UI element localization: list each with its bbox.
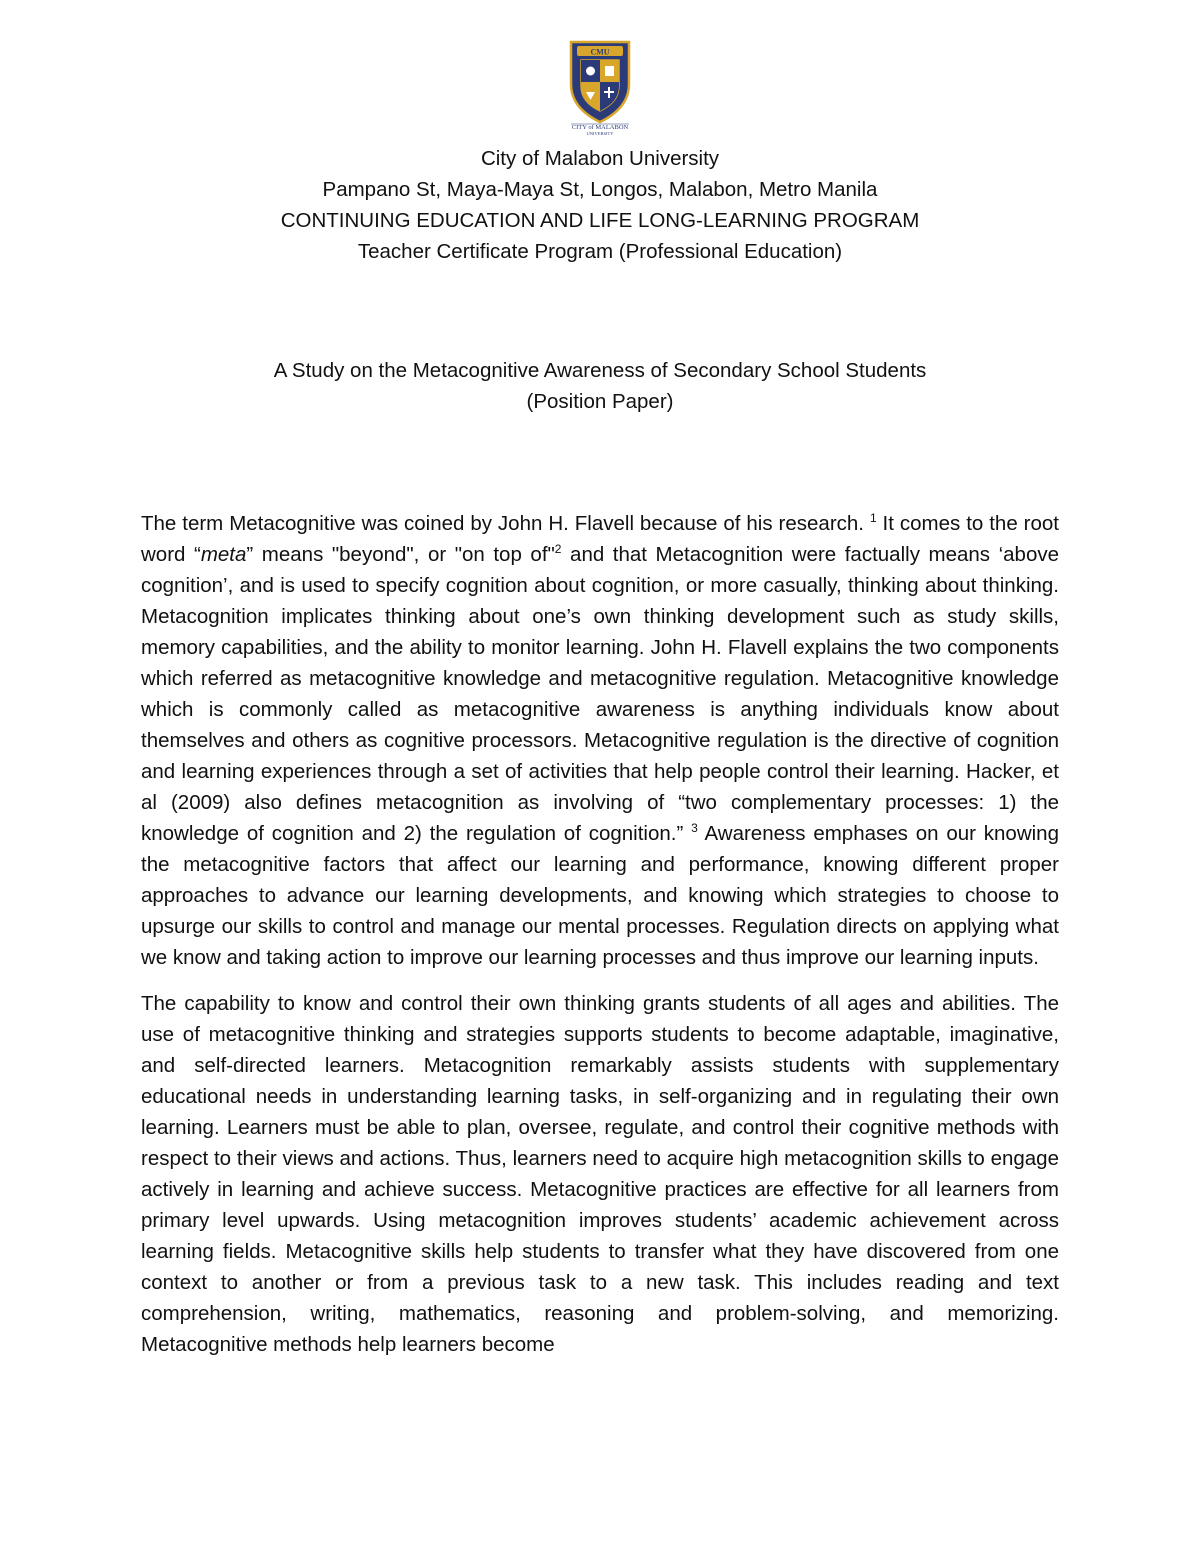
footnote-ref-1: 1 (869, 511, 877, 526)
paper-title-block (0, 355, 1200, 417)
footnote-ref-2: 2 (554, 542, 562, 557)
italic-meta: meta (200, 543, 247, 566)
university-name: City of Malabon University (480, 147, 720, 170)
logo-caption: CITY of MALABON (571, 124, 629, 131)
document-header (0, 143, 1200, 267)
university-address: Pampano St, Maya-Maya St, Longos, Malabon, Metro Manila (322, 178, 878, 201)
svg-text:CMU: CMU (590, 47, 610, 57)
program-name: CONTINUING EDUCATION AND LIFE LONG-LEARNING PROGRAM (280, 209, 920, 232)
paper-title: A Study on the Metacognitive Awareness of Secondary School Students (273, 359, 927, 382)
logo-caption-sub: UNIVERSITY (586, 131, 614, 136)
footnote-ref-3: 3 (691, 821, 698, 836)
university-seal-icon (555, 36, 645, 136)
document-body (141, 508, 1059, 1375)
paragraph-2: The capability to know and control their own thinking grants students of all ages and abilities. The use of metacognitive thinking and strategies supports students to become adaptable, imaginative, and self-directed learners. Metacognition remarkably assists students with supplementary educational needs in understanding learning tasks, in self-organizing and in regulating their own learning. Learners must be able to plan, oversee, regulate, and control their cognitive methods with respect to their views and actions. Thus, learners need to acquire high metacognition skills to engage actively in learning and achieve success. Metacognitive practices are effective for all learners from primary level upwards. Using metacognition improves students’ academic achievement across learning fields. Metacognitive skills help students to transfer what they have discovered from one context to another or from a previous task to a new task. This includes reading and text comprehension, writing, mathematics, reasoning and problem-solving, and memorizing. Metacognitive methods help learners become (141, 992, 1059, 1356)
paragraph-1: The term Metacognitive was coined by John H. Flavell because of his research. $^1$ It comes to the root word “meta” means "beyond", or "on top of"$^2$ and that Metacognition were factually means ‘above cognition’, and is used to specify cognition about cognition, or more casually, thinking about thinking. Metacognition implicates thinking about one’s own thinking development such as study skills, memory capabilities, and the ability to monitor learning. John H. Flavell explains the two components which referred as metacognitive knowledge and metacognitive regulation. Metacognitive knowledge which is commonly called as metacognitive awareness is anything individuals know about themselves and others as cognitive processors. Metacognitive regulation is the directive of cognition and learning experiences through a set of activities that help people control their learning. Hacker, et al (2009) also defines metacognition as involving of “two complementary processes: 1) the knowledge of cognition and 2) the regulation of cognition.” $^3$ Awareness emphases on our knowing the metacognitive factors that affect our learning and performance, knowing different proper approaches to advance our learning developments, and knowing which strategies to choose to upsurge our skills to control and manage our mental processes. Regulation directs on applying what we know and taking action to improve our learning processes and thus improve our learning inputs. (141, 511, 1059, 969)
paper-subtitle: (Position Paper) (526, 390, 674, 413)
university-logo (555, 36, 645, 136)
certificate-name: Teacher Certificate Program (Professional Education) (357, 240, 843, 263)
